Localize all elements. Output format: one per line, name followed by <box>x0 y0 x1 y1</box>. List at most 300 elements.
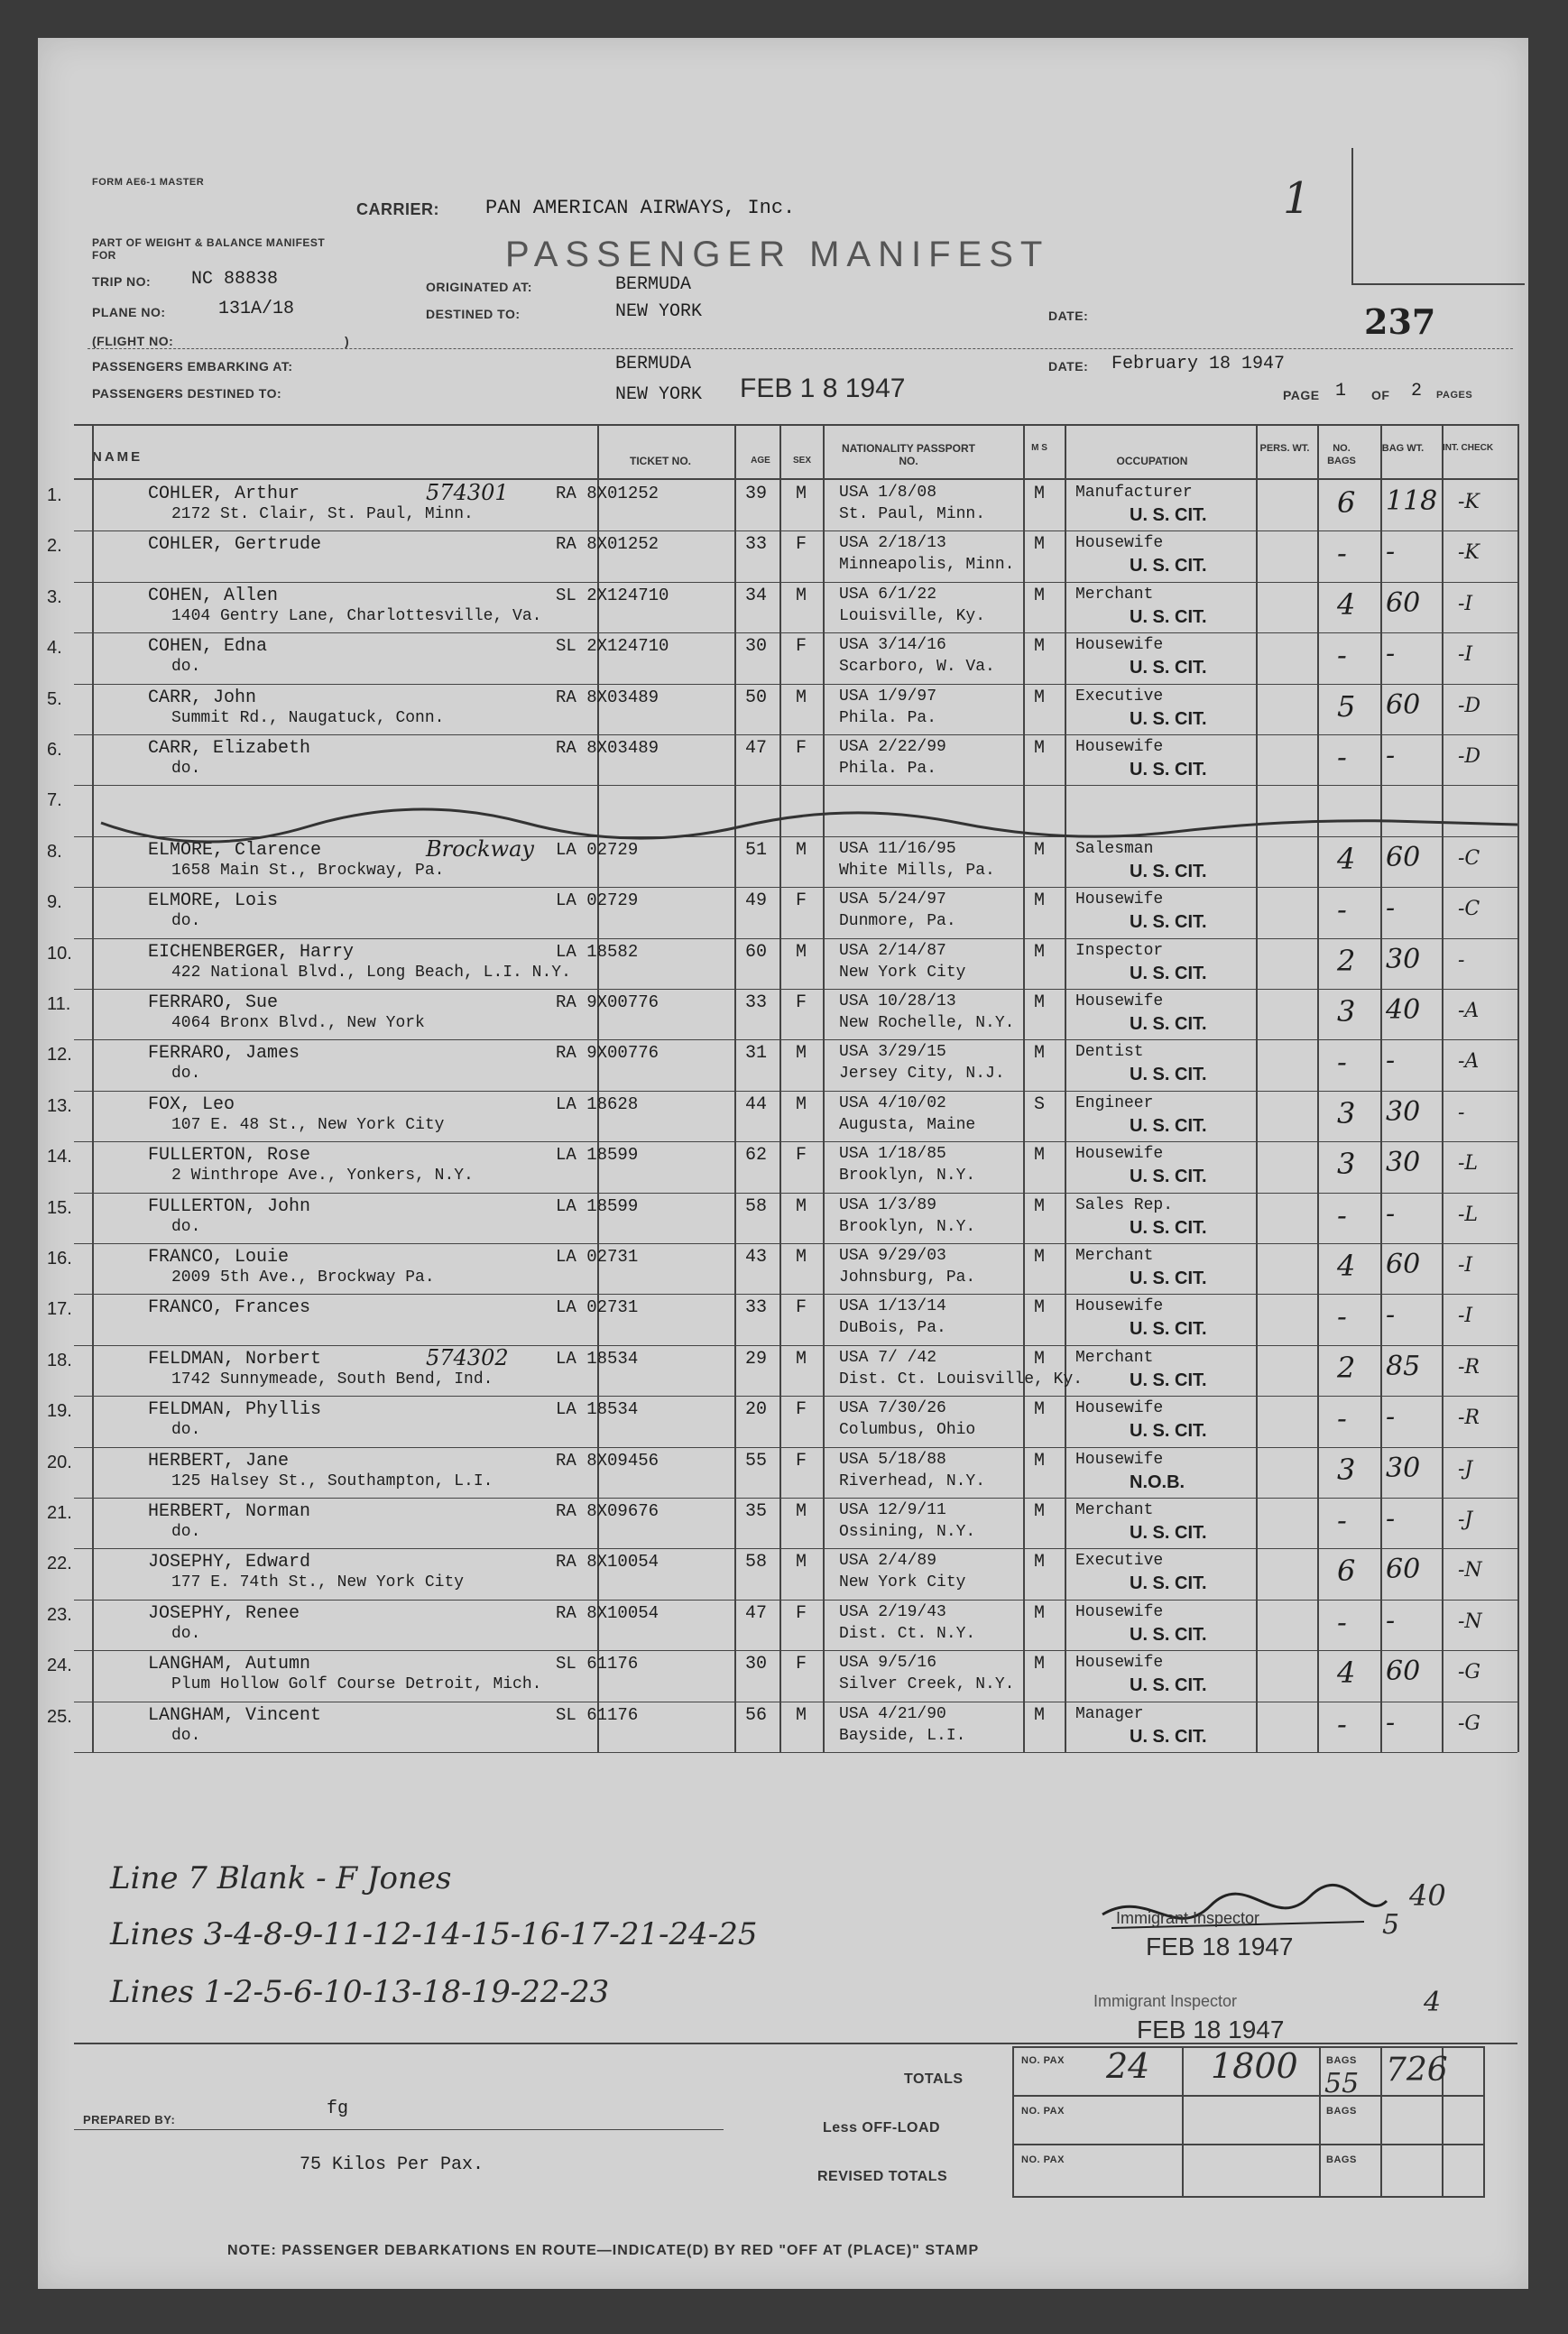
line-number: 25. <box>47 1706 72 1727</box>
age: 47 <box>745 738 768 759</box>
marital-status: M <box>1034 839 1046 861</box>
occupation: Manufacturer <box>1075 484 1193 502</box>
passenger-address: do. <box>171 1624 201 1643</box>
passenger-name: EICHENBERGER, Harry <box>148 941 355 963</box>
int-check: -A <box>1458 1000 1480 1022</box>
bag-weight: 60 <box>1386 841 1421 873</box>
revised-pax-label: NO. PAX <box>1021 2154 1065 2165</box>
passenger-name: FULLERTON, Rose <box>148 1145 311 1167</box>
int-check: -I <box>1458 1254 1473 1277</box>
ticket-no: LA 18599 <box>556 1195 639 1216</box>
no-bags: 3 <box>1337 1095 1356 1130</box>
sex: F <box>796 534 807 556</box>
total-pax-label: NO. PAX <box>1021 2055 1065 2066</box>
marital-status: M <box>1034 1195 1046 1217</box>
column-divider <box>823 424 825 1752</box>
col-occupation: OCCUPATION <box>1116 455 1188 467</box>
citizenship: U. S. CIT. <box>1130 556 1207 577</box>
col-ticket: TICKET NO. <box>630 455 691 467</box>
citizenship: U. S. CIT. <box>1130 1217 1207 1238</box>
passenger-address: do. <box>171 658 201 677</box>
corner-mark: 1 <box>1283 173 1311 224</box>
occupation: Merchant <box>1075 1501 1154 1519</box>
birthplace: Brooklyn, N.Y. <box>839 1167 976 1185</box>
age: 39 <box>745 484 768 504</box>
passenger-name: FRANCO, Louie <box>148 1247 290 1268</box>
citizenship: U. S. CIT. <box>1130 1014 1207 1034</box>
bag-weight: 85 <box>1386 1350 1421 1382</box>
nationality: USA 1/18/85 <box>839 1145 946 1164</box>
marital-status: M <box>1034 890 1046 912</box>
birthplace: New York City <box>839 1573 966 1592</box>
passenger-address: 177 E. 74th St., New York City <box>171 1573 465 1592</box>
sex: F <box>796 1297 807 1319</box>
ticket-no: RA 8X10054 <box>556 1602 659 1623</box>
destined-label: DESTINED TO: <box>426 307 521 321</box>
no-bags: - <box>1337 1045 1347 1080</box>
marital-status: M <box>1034 992 1046 1013</box>
originated-label: ORIGINATED AT: <box>426 280 532 294</box>
nationality: USA 11/16/95 <box>839 839 956 858</box>
marital-status: M <box>1034 941 1046 963</box>
nationality: USA 1/3/89 <box>839 1195 937 1214</box>
col-int-check: INT. CHECK <box>1442 443 1494 453</box>
total-bags-value: 55 <box>1324 2068 1360 2099</box>
birthplace: Phila. Pa. <box>839 760 937 778</box>
bag-weight: - <box>1386 892 1396 925</box>
int-check: - <box>1458 948 1465 972</box>
trip-no: NC 88838 <box>191 269 279 290</box>
row-divider <box>74 1039 1517 1040</box>
date-label: DATE: <box>1048 309 1089 323</box>
passenger-address: 2009 5th Ave., Brockway Pa. <box>171 1268 435 1287</box>
col-pers-wt: PERS. WT. <box>1259 443 1310 454</box>
total-bags-label: BAGS <box>1326 2055 1357 2066</box>
marital-status: M <box>1034 636 1046 658</box>
age: 43 <box>745 1247 768 1268</box>
carrier-label: CARRIER: <box>356 200 439 218</box>
passenger-name: LANGHAM, Vincent <box>148 1704 322 1726</box>
line-number: 5. <box>47 688 62 709</box>
sex: F <box>796 1602 807 1624</box>
occupation: Housewife <box>1075 1602 1164 1621</box>
ticket-no: SL 2X124710 <box>556 636 669 657</box>
row-divider <box>74 1600 1517 1601</box>
bag-weight: 60 <box>1386 688 1421 721</box>
ticket-no: RA 8X01252 <box>556 534 659 555</box>
passenger-name: JOSEPHY, Edward <box>148 1552 311 1573</box>
no-bags: 2 <box>1337 1350 1356 1385</box>
occupation: Housewife <box>1075 738 1164 756</box>
int-check: -A <box>1458 1050 1480 1074</box>
line-number: 7. <box>47 790 62 811</box>
occupation: Housewife <box>1075 1145 1164 1164</box>
prepared-by-label: PREPARED BY: <box>83 2113 176 2126</box>
age: 33 <box>745 1297 768 1319</box>
passenger-name: ELMORE, Clarence <box>148 839 322 861</box>
row-divider <box>74 1396 1517 1397</box>
line-number: 22. <box>47 1554 72 1574</box>
bag-weight: - <box>1386 1706 1396 1739</box>
line-number: 23. <box>47 1604 72 1625</box>
line-number: 16. <box>47 1249 72 1268</box>
passenger-name: JOSEPHY, Renee <box>148 1602 300 1624</box>
line-number: 3. <box>47 586 62 607</box>
int-check: -K <box>1458 541 1480 565</box>
citizenship: U. S. CIT. <box>1130 1115 1207 1136</box>
margin-count-40: 40 <box>1409 1878 1446 1913</box>
marital-status: M <box>1034 1399 1046 1421</box>
occupation: Housewife <box>1075 992 1164 1010</box>
ticket-no: LA 18582 <box>556 941 639 962</box>
int-check: -I <box>1458 1305 1473 1328</box>
row-divider <box>74 887 1517 888</box>
citizenship: U. S. CIT. <box>1130 1624 1207 1645</box>
age: 56 <box>745 1704 768 1726</box>
no-bags: - <box>1337 1299 1347 1334</box>
bag-weight: - <box>1386 1604 1396 1637</box>
sex: F <box>796 890 807 912</box>
ticket-no: SL 61176 <box>556 1704 639 1725</box>
manifest-sheet <box>38 38 1528 2289</box>
bag-weight: - <box>1386 536 1396 568</box>
occupation: Housewife <box>1075 534 1164 553</box>
int-check: -N <box>1458 1559 1482 1582</box>
citizenship: U. S. CIT. <box>1130 1523 1207 1543</box>
offload-bags-label: BAGS <box>1326 2106 1357 2117</box>
no-bags: 4 <box>1337 1249 1356 1283</box>
ticket-no: LA 02731 <box>556 1297 639 1318</box>
occupation: Inspector <box>1075 941 1164 960</box>
row-divider <box>74 1294 1517 1295</box>
form-id: FORM AE6-1 MASTER <box>92 177 205 188</box>
int-check: -I <box>1458 643 1473 667</box>
sex: M <box>796 585 807 606</box>
age: 44 <box>745 1093 768 1115</box>
column-divider <box>1256 424 1258 1752</box>
inspector-stamp-1: FEB 18 1947 <box>1146 1933 1294 1960</box>
column-divider <box>1442 424 1443 1752</box>
sex: M <box>796 484 807 504</box>
passenger-name: CARR, Elizabeth <box>148 738 311 759</box>
row-divider <box>74 1193 1517 1194</box>
marital-status: M <box>1034 1297 1046 1319</box>
no-bags: 4 <box>1337 586 1356 622</box>
age: 20 <box>745 1399 768 1421</box>
citizenship: U. S. CIT. <box>1130 1370 1207 1390</box>
line-number: 6. <box>47 740 62 760</box>
passenger-name: FELDMAN, Phyllis <box>148 1399 322 1421</box>
occupation: Housewife <box>1075 1654 1164 1673</box>
int-check: -J <box>1458 1508 1473 1531</box>
birthplace: Bayside, L.I. <box>839 1726 966 1745</box>
marital-status: M <box>1034 1602 1046 1624</box>
occupation: Housewife <box>1075 1450 1164 1469</box>
bag-weight: 118 <box>1386 485 1438 517</box>
ticket-no: LA 18599 <box>556 1145 639 1166</box>
birthplace: White Mills, Pa. <box>839 861 995 880</box>
passenger-address: 4064 Bronx Blvd., New York <box>171 1014 425 1032</box>
bag-weight: 30 <box>1386 1095 1421 1128</box>
line-number: 1. <box>47 485 62 505</box>
no-bags: - <box>1337 1706 1347 1741</box>
int-check: -R <box>1458 1407 1480 1430</box>
citizenship: U. S. CIT. <box>1130 1726 1207 1747</box>
marital-status: M <box>1034 1348 1046 1370</box>
passenger-name: FOX, Leo <box>148 1093 235 1115</box>
int-check: - <box>1458 1101 1465 1124</box>
passenger-name: FERRARO, James <box>148 1043 300 1065</box>
age: 47 <box>745 1602 768 1624</box>
age: 58 <box>745 1195 768 1217</box>
occupation: Manager <box>1075 1704 1144 1723</box>
line-number: 13. <box>47 1095 72 1116</box>
bag-weight: - <box>1386 1045 1396 1077</box>
revised-totals-label: REVISED TOTALS <box>817 2169 948 2184</box>
age: 62 <box>745 1145 768 1167</box>
occupation: Engineer <box>1075 1093 1154 1112</box>
note-lines-list-2: Lines 1-2-5-6-10-13-18-19-22-23 <box>110 1974 610 2010</box>
ticket-no: RA 8X01252 <box>556 484 659 503</box>
nationality: USA 12/9/11 <box>839 1501 946 1519</box>
birthplace: DuBois, Pa. <box>839 1319 946 1338</box>
sex: F <box>796 1450 807 1471</box>
line-number: 19. <box>47 1401 72 1422</box>
page-title: PASSENGER MANIFEST <box>505 235 1050 274</box>
passenger-name: COHEN, Allen <box>148 585 279 606</box>
ticket-no: LA 18534 <box>556 1399 639 1420</box>
int-check: -L <box>1458 1203 1479 1226</box>
column-divider <box>1065 424 1066 1752</box>
void-line <box>92 796 1517 850</box>
row-divider <box>74 1091 1517 1092</box>
embarking-value: BERMUDA <box>615 354 692 374</box>
passenger-address: 2172 St. Clair, St. Paul, Minn. <box>171 505 474 523</box>
line-number: 9. <box>47 892 62 913</box>
page-label: PAGE <box>1283 388 1320 402</box>
occupation: Dentist <box>1075 1043 1144 1062</box>
sex: M <box>796 941 807 963</box>
occupation: Housewife <box>1075 1297 1164 1316</box>
occupation: Salesman <box>1075 839 1154 858</box>
passenger-address: 1404 Gentry Lane, Charlottesville, Va. <box>171 606 542 625</box>
passenger-address: do. <box>171 760 201 778</box>
ticket-no: RA 8X03489 <box>556 738 659 758</box>
no-bags: - <box>1337 740 1347 774</box>
no-bags: 5 <box>1337 688 1356 724</box>
col-marital: M S <box>1031 443 1047 453</box>
sex: M <box>796 1093 807 1115</box>
passenger-name: ELMORE, Lois <box>148 890 279 912</box>
no-bags: 2 <box>1337 943 1356 978</box>
occupation: Sales Rep. <box>1075 1195 1174 1214</box>
birthplace: Jersey City, N.J. <box>839 1065 1005 1084</box>
bag-weight: 60 <box>1386 1656 1421 1688</box>
bag-weight: - <box>1386 1503 1396 1535</box>
nationality: USA 9/5/16 <box>839 1654 937 1673</box>
birthplace: New York City <box>839 963 966 982</box>
row-divider <box>74 684 1517 685</box>
occupation: Merchant <box>1075 1247 1154 1265</box>
int-check: -L <box>1458 1152 1479 1176</box>
row-divider <box>74 938 1517 939</box>
ticket-no: RA 9X00776 <box>556 992 659 1012</box>
passenger-address: 107 E. 48 St., New York City <box>171 1115 445 1134</box>
column-divider <box>1517 424 1519 1752</box>
age: 29 <box>745 1348 768 1370</box>
marital-status: M <box>1034 1145 1046 1167</box>
sex: F <box>796 1145 807 1167</box>
nationality: USA 5/18/88 <box>839 1450 946 1469</box>
page-no: 1 <box>1335 381 1347 401</box>
inspector-stamp-2: FEB 18 1947 <box>1137 2016 1285 2043</box>
passenger-name-note: Brockway <box>426 835 534 862</box>
ticket-no: SL 61176 <box>556 1654 639 1674</box>
nationality: USA 3/29/15 <box>839 1043 946 1062</box>
no-bags: - <box>1337 638 1347 673</box>
bag-weight: - <box>1386 740 1396 771</box>
row-divider <box>74 632 1517 633</box>
age: 50 <box>745 687 768 708</box>
line-number: 8. <box>47 841 62 862</box>
occupation: Executive <box>1075 1552 1164 1571</box>
sex: F <box>796 636 807 658</box>
note-lines-list-1: Lines 3-4-8-9-11-12-14-15-16-17-21-24-25 <box>110 1916 758 1952</box>
col-bag-wt: BAG WT. <box>1381 443 1425 454</box>
row-divider <box>74 1752 1517 1753</box>
birthplace: New Rochelle, N.Y. <box>839 1014 1015 1032</box>
nationality: USA 7/ /42 <box>839 1348 937 1367</box>
age: 49 <box>745 890 768 912</box>
marital-status: M <box>1034 687 1046 708</box>
age: 30 <box>745 1654 768 1675</box>
passenger-address: do. <box>171 1065 201 1084</box>
offload-label: Less OFF-LOAD <box>823 2120 941 2136</box>
nationality: USA 1/8/08 <box>839 484 937 502</box>
line-number: 14. <box>47 1147 72 1167</box>
arrival-date-stamp: FEB 1 8 1947 <box>740 374 906 403</box>
carrier-name: PAN AMERICAN AIRWAYS, Inc. <box>485 197 796 219</box>
marital-status: M <box>1034 1247 1046 1268</box>
offload-pax-label: NO. PAX <box>1021 2106 1065 2117</box>
passenger-name: HERBERT, Norman <box>148 1501 311 1522</box>
nationality: USA 10/28/13 <box>839 992 956 1010</box>
passenger-name: HERBERT, Jane <box>148 1450 290 1471</box>
age: 34 <box>745 585 768 606</box>
age: 35 <box>745 1501 768 1522</box>
nationality: USA 2/14/87 <box>839 941 946 960</box>
marital-status: M <box>1034 1450 1046 1471</box>
total-pax-value: 24 <box>1106 2046 1150 2086</box>
birthplace: Dist. Ct. N.Y. <box>839 1624 976 1643</box>
ticket-no: RA 8X09456 <box>556 1450 659 1471</box>
row-divider <box>74 1243 1517 1244</box>
row-divider <box>74 785 1517 786</box>
ticket-no: LA 02729 <box>556 890 639 911</box>
revised-bags-label: BAGS <box>1326 2154 1357 2165</box>
occupation: Housewife <box>1075 636 1164 655</box>
citizenship: U. S. CIT. <box>1130 963 1207 983</box>
bag-weight: - <box>1386 638 1396 670</box>
line-number: 2. <box>47 536 62 557</box>
citizenship: U. S. CIT. <box>1130 708 1207 729</box>
passenger-address: Plum Hollow Golf Course Detroit, Mich. <box>171 1675 542 1694</box>
sex: M <box>796 1552 807 1573</box>
row-divider <box>74 1141 1517 1142</box>
totals-label: TOTALS <box>904 2071 964 2087</box>
sex: M <box>796 1501 807 1522</box>
nationality: USA 2/18/13 <box>839 534 946 553</box>
age: 51 <box>745 839 768 861</box>
bag-weight: 30 <box>1386 1452 1421 1484</box>
row-divider <box>74 1447 1517 1448</box>
column-divider <box>1317 424 1319 1752</box>
nationality: USA 6/1/22 <box>839 585 937 604</box>
birthplace: St. Paul, Minn. <box>839 505 986 523</box>
note-line-7-blank: Line 7 Blank - F Jones <box>110 1860 452 1896</box>
birthplace: Minneapolis, Minn. <box>839 556 1015 575</box>
birthplace: Riverhead, N.Y. <box>839 1471 986 1490</box>
passenger-name: FRANCO, Frances <box>148 1297 311 1319</box>
passenger-address: do. <box>171 912 201 931</box>
row-divider <box>74 1650 1517 1651</box>
no-bags: 3 <box>1337 1452 1356 1487</box>
sex: F <box>796 1399 807 1421</box>
int-check: -J <box>1458 1457 1473 1481</box>
citizenship: U. S. CIT. <box>1130 1065 1207 1085</box>
row-divider <box>74 734 1517 735</box>
passenger-address: do. <box>171 1421 201 1440</box>
ticket-no: RA 8X10054 <box>556 1552 659 1573</box>
no-bags: - <box>1337 1401 1347 1436</box>
date2-label: DATE: <box>1048 359 1089 374</box>
line-number: 4. <box>47 638 62 659</box>
sex: M <box>796 1704 807 1726</box>
age: 55 <box>745 1450 768 1471</box>
bag-weight: 60 <box>1386 1554 1421 1586</box>
age: 58 <box>745 1552 768 1573</box>
col-no-bags: NO. BAGS <box>1327 443 1356 466</box>
column-divider <box>779 424 781 1752</box>
citizenship: N.O.B. <box>1130 1471 1185 1492</box>
citizenship: U. S. CIT. <box>1130 1167 1207 1187</box>
nationality: USA 4/10/02 <box>839 1093 946 1112</box>
sex: M <box>796 1348 807 1370</box>
int-check: -D <box>1458 694 1481 717</box>
sex: M <box>796 1247 807 1268</box>
marital-status: M <box>1034 585 1046 606</box>
citizenship: U. S. CIT. <box>1130 1675 1207 1696</box>
line-number: 17. <box>47 1299 72 1320</box>
page-total: 2 <box>1411 381 1423 401</box>
birthplace: Dist. Ct. Louisville, Ky. <box>839 1370 1084 1388</box>
passenger-name-note: 574301 <box>426 480 509 505</box>
column-divider <box>1023 424 1025 1752</box>
no-bags: - <box>1337 1503 1347 1537</box>
line-number: 20. <box>47 1452 72 1472</box>
occupation: Merchant <box>1075 585 1154 604</box>
line-number: 15. <box>47 1197 72 1218</box>
passenger-name: COHLER, Gertrude <box>148 534 322 556</box>
marital-status: M <box>1034 1552 1046 1573</box>
passenger-address: 2 Winthrope Ave., Yonkers, N.Y. <box>171 1167 474 1185</box>
inspector-label-1: Immigrant Inspector <box>1116 1909 1260 1927</box>
row-divider <box>74 989 1517 990</box>
age: 33 <box>745 992 768 1013</box>
nationality: USA 2/19/43 <box>839 1602 946 1621</box>
nationality: USA 1/13/14 <box>839 1297 946 1316</box>
age: 30 <box>745 636 768 658</box>
